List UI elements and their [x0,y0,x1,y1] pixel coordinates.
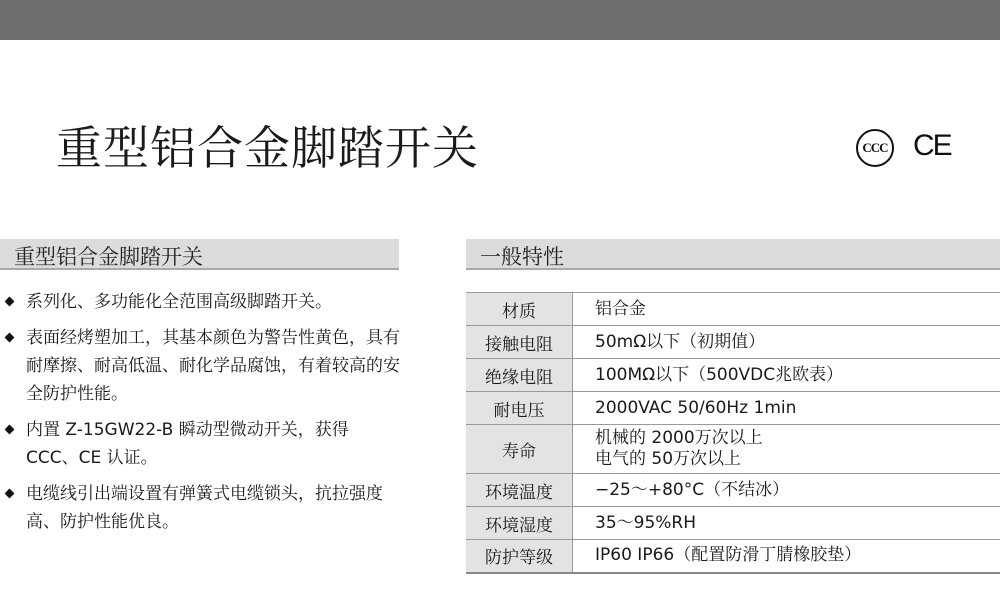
spec-key: 耐电压 [466,392,573,425]
diamond-bullet-icon [5,489,15,499]
table-row [466,540,1000,573]
diamond-bullet-icon [5,333,15,343]
diamond-bullet-icon [5,297,15,307]
spec-value: 铝合金 [573,293,1000,326]
feature-item: 电缆线引出端设置有弹簧式电缆锁头，抗拉强度高、防护性能优良。 [0,480,400,536]
table-row [466,326,1000,359]
spec-value [573,425,1000,474]
feature-item: 表面经烤塑加工，其基本颜色为警告性黄色，具有耐摩擦、耐高低温、耐化学品腐蚀，有着较高的安全防护性能。 [0,324,400,408]
ccc-mark-text: CCC [862,140,888,155]
spec-value: 50mΩ以下（初期值） [573,326,1000,359]
ce-certification-icon: CE [913,129,951,162]
product-section-header [0,239,399,270]
ccc-certification-icon [856,129,894,167]
product-section-title: 重型铝合金脚踏开关 [14,245,203,269]
spec-value: 35～95%RH [573,507,1000,540]
spec-key: 环境湿度 [466,507,573,540]
spec-key: 寿命 [466,425,573,474]
table-row [466,507,1000,540]
spec-key: 材质 [466,293,573,326]
spec-key: 绝缘电阻 [466,359,573,392]
table-row [466,425,1000,474]
spec-value-line: 电气的 50万次以上 [595,449,742,469]
spec-value: 100MΩ以下（500VDC兆欧表） [573,359,1000,392]
table-row [466,359,1000,392]
spec-value: 2000VAC 50/60Hz 1min [573,392,1000,425]
specs-section-header [466,239,1000,270]
feature-item: 系列化、多功能化全范围高级脚踏开关。 [0,288,400,316]
table-row [466,293,1000,326]
page-title: 重型铝合金脚踏开关 [56,121,479,175]
spec-value: IP60 IP66（配置防滑丁腈橡胶垫） [573,540,1000,573]
table-row [466,392,1000,425]
feature-list [0,288,400,544]
spec-key: 环境温度 [466,474,573,507]
spec-value-line: 机械的 2000万次以上 [595,428,763,448]
specs-section-title: 一般特性 [480,245,564,269]
spec-table [466,292,1000,574]
feature-item: 内置 Z-15GW22-B 瞬动型微动开关，获得CCC、CE 认证。 [0,416,400,472]
spec-key: 防护等级 [466,540,573,573]
spec-key: 接触电阻 [466,326,573,359]
top-banner [0,0,1000,40]
spec-value: −25～+80°C（不结冰） [573,474,1000,507]
diamond-bullet-icon [5,425,15,435]
table-row [466,474,1000,507]
